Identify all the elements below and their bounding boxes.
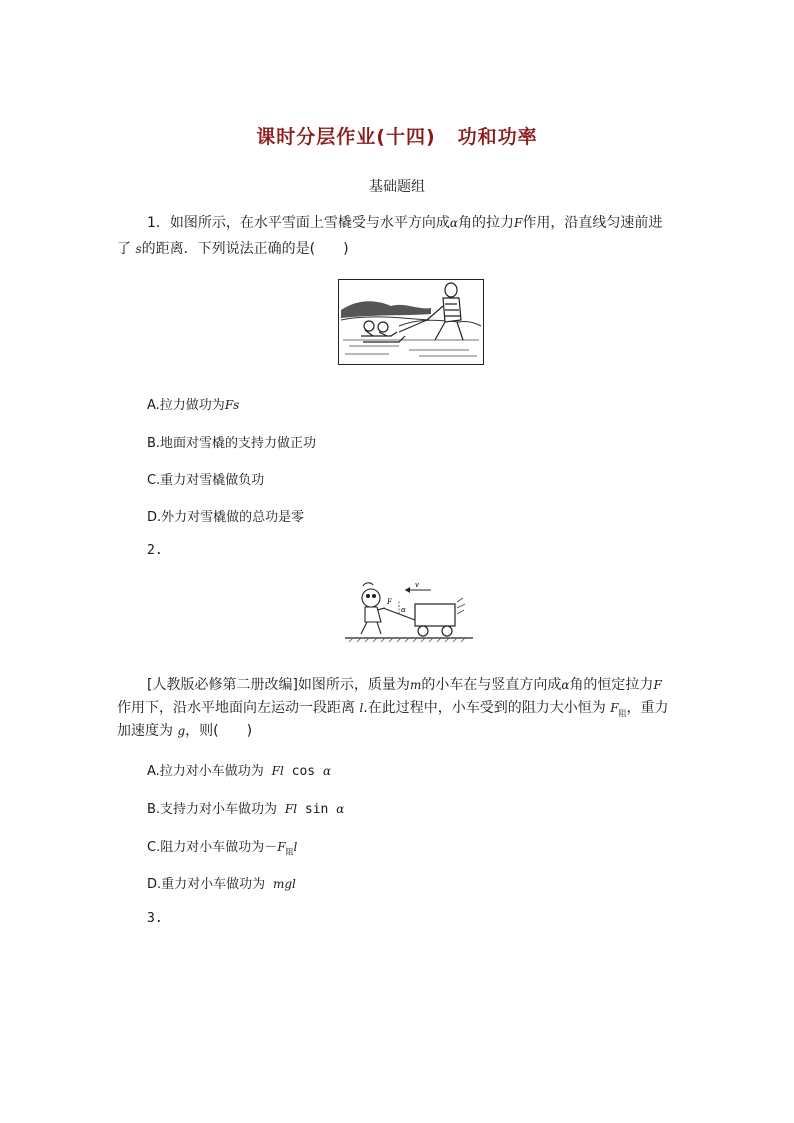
q1-option-a: A.拉力做功为Fs	[147, 398, 240, 413]
sled-illustration	[339, 280, 482, 363]
force-label: F	[387, 598, 392, 606]
q1-option-c: C.重力对雪橇做负功	[147, 473, 265, 488]
q2-number: 2.	[147, 543, 163, 558]
angle-label: α	[401, 606, 406, 614]
q1-stem-line1: 1．如图所示，在水平雪面上雪橇受与水平方向成α角的拉力F作用，沿直线匀速前进	[147, 215, 663, 231]
q2-option-c: C.阻力对小车做功为$-F_阻l$	[147, 840, 298, 857]
velocity-label: v	[415, 581, 419, 589]
title-topic: 功和功率	[457, 126, 538, 148]
q1-stem-line2: 了 s的距离．下列说法正确的是( )	[117, 241, 349, 257]
q2-option-d: D.重力对小车做功为 mgl	[147, 877, 296, 892]
q1-option-d: D.外力对雪橇做的总功是零	[147, 510, 305, 525]
q2-stem-line3: 加速度为 g，则( )	[117, 723, 253, 739]
q2-stem-line1: [人教版必修第二册改编]如图所示，质量为m的小车在与竖直方向成α角的恒定拉力F	[147, 677, 662, 693]
q3-number: 3.	[147, 911, 163, 926]
cart-illustration	[343, 580, 475, 646]
q2-stem-line2: 作用下，沿水平地面向左运动一段距离 l.在此过程中，小车受到的阻力大小恒为 $F_阻$，重力	[117, 700, 669, 718]
q2-option-a: A.拉力对小车做功为 Fl cos α	[147, 764, 332, 779]
page-title	[0, 122, 794, 149]
q1-option-b: B.地面对雪橇的支持力做正功	[147, 436, 317, 451]
section-heading: 基础题组	[369, 179, 425, 195]
title-main: 课时分层作业(十四)	[256, 126, 436, 148]
cart-figure	[343, 580, 475, 646]
sled-figure	[338, 279, 484, 365]
q2-option-b: B.支持力对小车做功为 Fl sin α	[147, 802, 345, 817]
